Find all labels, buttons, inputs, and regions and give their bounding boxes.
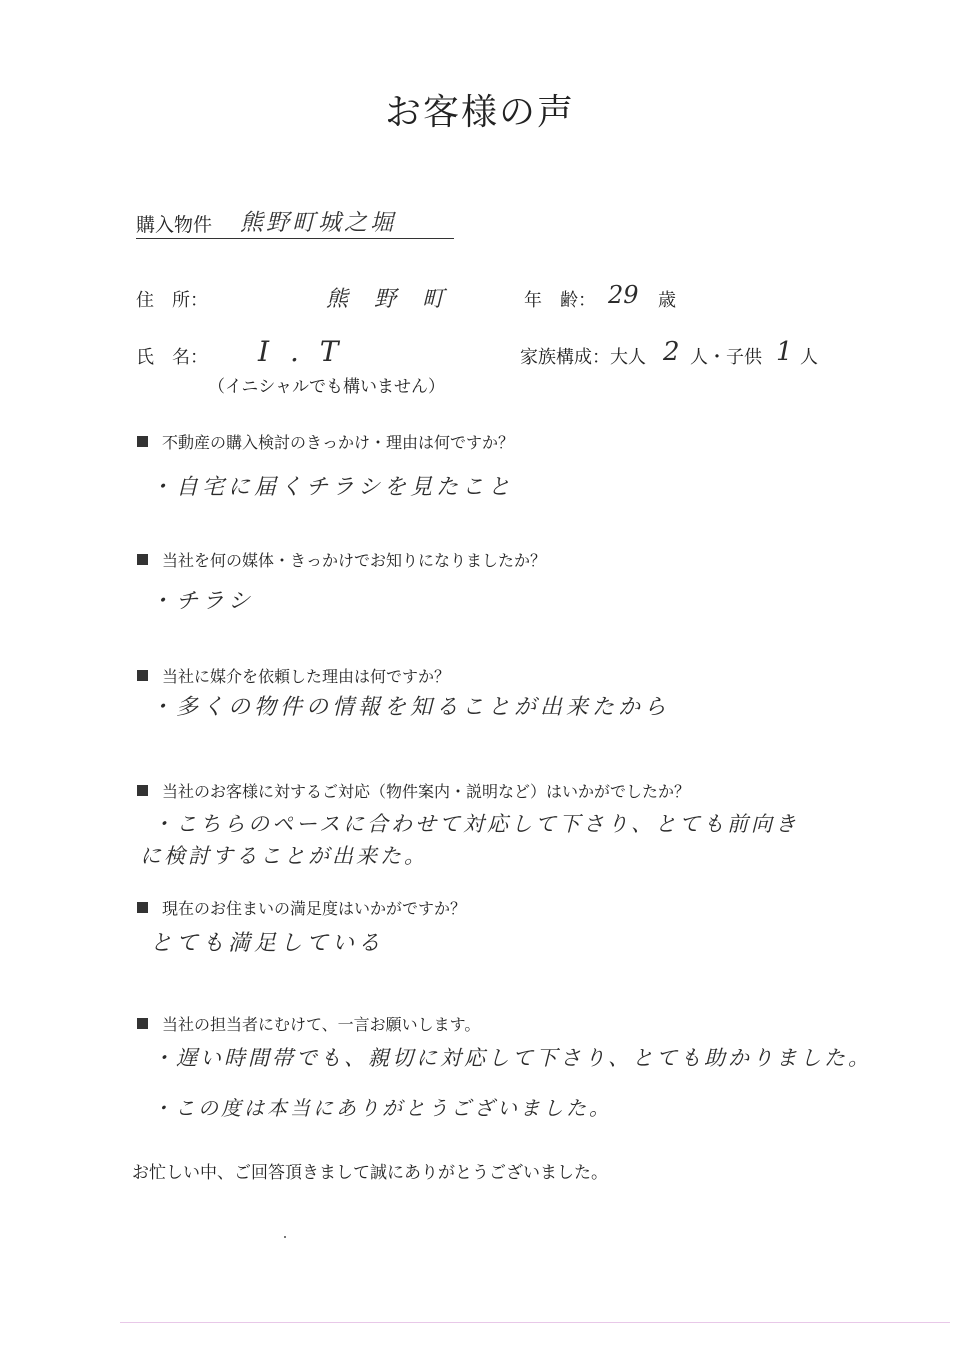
question-6-text: 当社の担当者にむけて、一言お願いします。 [162, 1015, 481, 1034]
family-label: 家族構成：大人 [520, 347, 646, 368]
answer-6-line-1: ・遅い時間帯でも、親切に対応して下さり、とても助かりました。 [152, 1046, 872, 1070]
property-value: 熊野町城之堀 [240, 210, 396, 236]
square-bullet-icon [137, 785, 148, 796]
question-4-text: 当社のお客様に対するご対応（物件案内・説明など）はいかがでしたか？ [162, 782, 691, 801]
property-field [136, 204, 454, 239]
question-3-text: 当社に媒介を依頼した理由は何ですか？ [162, 667, 451, 686]
family-children: 1 [776, 337, 793, 367]
question-2 [137, 548, 546, 571]
scan-speck [284, 1236, 286, 1238]
question-1-text: 不動産の購入検討のきっかけ・理由は何ですか？ [162, 433, 515, 452]
name-value: I . T [258, 335, 345, 368]
answer-5-line-1: とても満足している [150, 931, 385, 956]
answer-3-line-1: ・多くの物件の情報を知ることが出来たから [150, 695, 671, 720]
square-bullet-icon [137, 902, 148, 913]
closing-message: お忙しい中、ご回答頂きまして誠にありがとうございました。 [132, 1163, 608, 1183]
family-middle: 人・子供 [690, 347, 762, 368]
square-bullet-icon [137, 554, 148, 565]
family-unit: 人 [800, 347, 818, 368]
answer-6-line-2: ・この度は本当にありがとうございました。 [152, 1096, 612, 1120]
answer-2-line-1: ・チラシ [150, 589, 255, 614]
address-label: 住 所： [136, 290, 208, 311]
question-5-text: 現在のお住まいの満足度はいかがですか？ [162, 899, 467, 918]
square-bullet-icon [137, 670, 148, 681]
age-label: 年 齢： [524, 290, 596, 311]
question-3 [137, 664, 450, 687]
square-bullet-icon [137, 436, 148, 447]
page-bottom-rule [120, 1322, 950, 1323]
answer-1-line-1: ・自宅に届くチラシを見たこと [150, 475, 515, 500]
question-6 [137, 1012, 480, 1035]
family-adults: 2 [663, 337, 680, 367]
name-label: 氏 名： [136, 347, 208, 368]
question-2-text: 当社を何の媒体・きっかけでお知りになりましたか？ [162, 551, 547, 570]
age-unit: 歳 [658, 290, 676, 311]
address-value: 熊 野 町 [326, 287, 447, 312]
property-label: 購入物件 [136, 214, 213, 236]
question-1 [137, 430, 514, 453]
answer-4-line-2: に検討することが出来た。 [140, 844, 428, 868]
answer-4-line-1: ・こちらのペースに合わせて対応して下さり、とても前向き [152, 812, 799, 836]
page-title: お客様の声 [384, 92, 575, 133]
name-note: （イニシャルでも構いません） [208, 377, 445, 397]
question-5 [137, 896, 466, 919]
age-value: 29 [608, 281, 639, 309]
square-bullet-icon [137, 1018, 148, 1029]
question-4 [137, 779, 690, 802]
